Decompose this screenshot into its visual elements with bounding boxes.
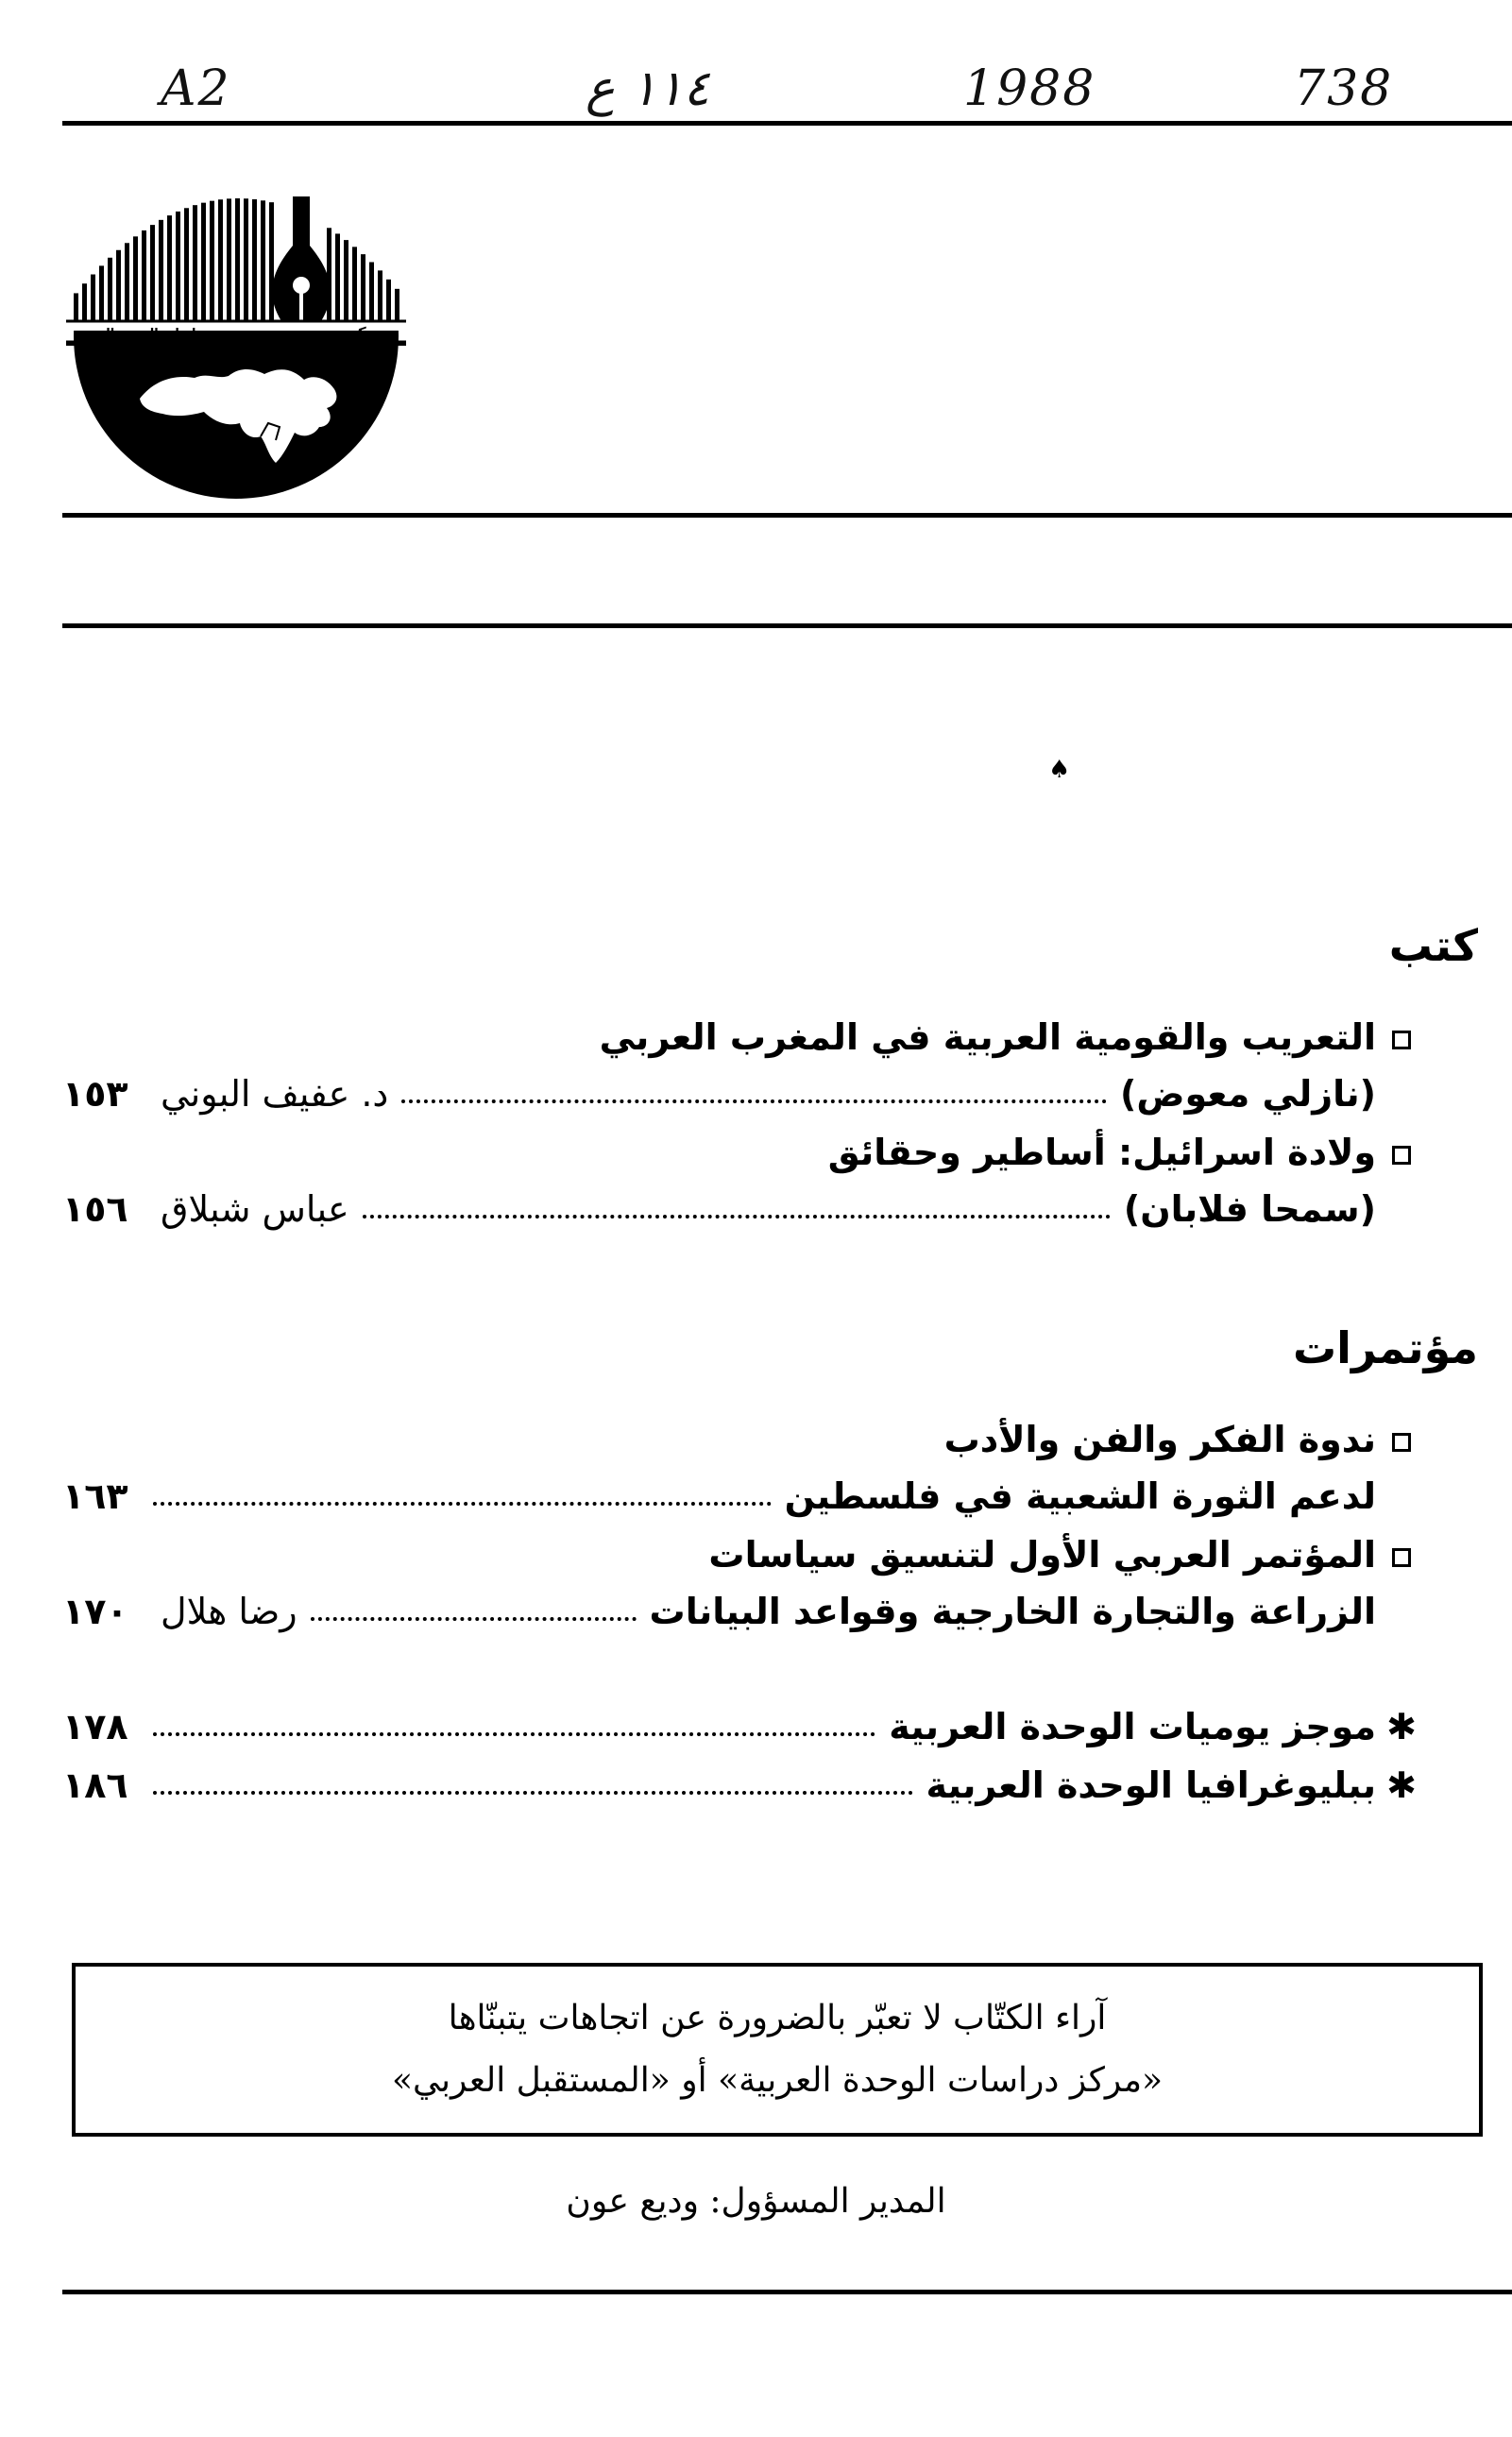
bottom-rule (62, 2290, 1512, 2294)
checkbox-icon (1376, 1534, 1427, 1576)
managing-director: المدير المسؤول: وديع عون (566, 2182, 946, 2221)
logo-bar (193, 205, 197, 321)
asterisk-icon: ✱ (1386, 1764, 1417, 1806)
logo-bar (133, 236, 138, 321)
logo-bar (361, 254, 365, 321)
logo-bar (176, 212, 180, 321)
logo-bars (74, 198, 399, 321)
toc-entry[interactable] (62, 1183, 1427, 1236)
logo-bar (352, 247, 357, 321)
disclaimer-box (72, 1963, 1483, 2137)
logo-bar (167, 215, 172, 321)
logo-bar (184, 208, 189, 321)
leader-dots (153, 1791, 913, 1795)
logo-bar (74, 293, 78, 321)
toc-entry[interactable] (62, 1528, 1427, 1581)
logo-bar (378, 270, 382, 321)
toc-entry[interactable] (62, 1759, 1427, 1812)
logo-bar (218, 199, 223, 321)
logo-bar (142, 230, 146, 321)
toc-entry[interactable] (62, 1413, 1427, 1466)
toc-entry-title: (نازلي معوض) (1119, 1073, 1376, 1115)
leader-dots (363, 1215, 1111, 1218)
logo-bar (344, 240, 348, 321)
asterisk-icon: ✱ (1386, 1706, 1417, 1747)
toc-entry-title: موجز يوميات الوحدة العربية (889, 1706, 1376, 1747)
logo-bar (201, 203, 206, 321)
toc-entry-author: عباس شبلاق (161, 1188, 349, 1230)
section-heading-conferences: مؤتمرات (1292, 1322, 1478, 1373)
logo-bar (82, 283, 87, 321)
toc-entry[interactable] (62, 1011, 1427, 1064)
toc-entry[interactable] (62, 1700, 1427, 1753)
checkbox-icon (1376, 1132, 1427, 1173)
disclaimer-line-2: «مركز دراسات الوحدة العربية» أو «المستقبل العربي» (391, 2061, 1164, 2100)
logo-bar (395, 289, 399, 321)
logo-bar (99, 265, 104, 321)
leader-dots (153, 1732, 875, 1736)
center-logo (66, 179, 406, 501)
toc-entry-author: د. عفيف البوني (161, 1073, 389, 1115)
toc-entry-title: ندوة الفكر والفن والأدب (943, 1419, 1376, 1460)
toc-entry-page: ١٥٣ (62, 1073, 128, 1115)
toc-entry-title: الزراعة والتجارة الخارجية وقواعد البيانات (649, 1591, 1376, 1632)
toc-entry[interactable] (62, 1067, 1427, 1120)
logo-bar (235, 198, 240, 321)
leader-dots (401, 1099, 1107, 1103)
leader-dots (153, 1502, 772, 1506)
logo-bar (244, 198, 248, 321)
toc-entry[interactable] (62, 1470, 1427, 1523)
logo-bar (386, 280, 391, 321)
toc-entry-page: ١٧٨ (62, 1706, 128, 1747)
toc-entry-page: ١٥٦ (62, 1188, 128, 1230)
checkbox-icon (1376, 1419, 1427, 1460)
toc-entry[interactable] (62, 1126, 1427, 1179)
logo-bar (369, 262, 374, 321)
handwritten-issue: ١١٤ ع (586, 60, 710, 117)
toc-entry-page: ١٦٣ (62, 1475, 128, 1517)
section-heading-books: كتب (1388, 920, 1478, 971)
logo-bar (159, 220, 163, 321)
rule-above-contents (62, 623, 1512, 628)
toc-entry-author: رضا هلال (161, 1591, 297, 1632)
leader-dots (311, 1617, 637, 1621)
logo-bar (108, 258, 112, 321)
logo-bar (227, 198, 231, 321)
toc-entry-title: ببليوغرافيا الوحدة العربية (926, 1764, 1376, 1806)
logo-bar (261, 200, 265, 321)
toc-entry[interactable] (62, 1585, 1427, 1638)
logo-bar (210, 201, 214, 321)
logo-bar (91, 275, 95, 321)
top-rule (62, 121, 1512, 126)
logo-bar (269, 202, 274, 321)
handwritten-number: 738 (1294, 60, 1394, 117)
logo-bar (125, 243, 129, 321)
toc-entry-title: ولادة اسرائيل: أساطير وحقائق (827, 1132, 1376, 1173)
logo-bar (335, 233, 340, 321)
toc-entry-title: لدعم الثورة الشعبية في فلسطين (784, 1475, 1376, 1517)
disclaimer-line-1: آراء الكتّاب لا تعبّر بالضرورة عن اتجاهات يتبنّاها (448, 1999, 1107, 2037)
handwritten-code: A2 (161, 60, 231, 117)
logo-bar (252, 199, 257, 321)
logo-bar (150, 225, 155, 321)
rule-under-logo (62, 513, 1512, 518)
checkbox-icon (1376, 1016, 1427, 1058)
toc-entry-title: (سمحا فلابان) (1123, 1188, 1376, 1230)
handwritten-year: 1988 (963, 60, 1096, 117)
toc-entry-page: ١٧٠ (62, 1591, 128, 1632)
logo-bar (116, 250, 121, 321)
toc-entry-title: التعريب والقومية العربية في المغرب العربي (599, 1016, 1376, 1058)
toc-entry-title: المؤتمر العربي الأول لتنسيق سياسات (708, 1534, 1376, 1576)
toc-entry-page: ١٨٦ (62, 1764, 128, 1806)
small-spade-mark: ♠ (1048, 756, 1071, 784)
